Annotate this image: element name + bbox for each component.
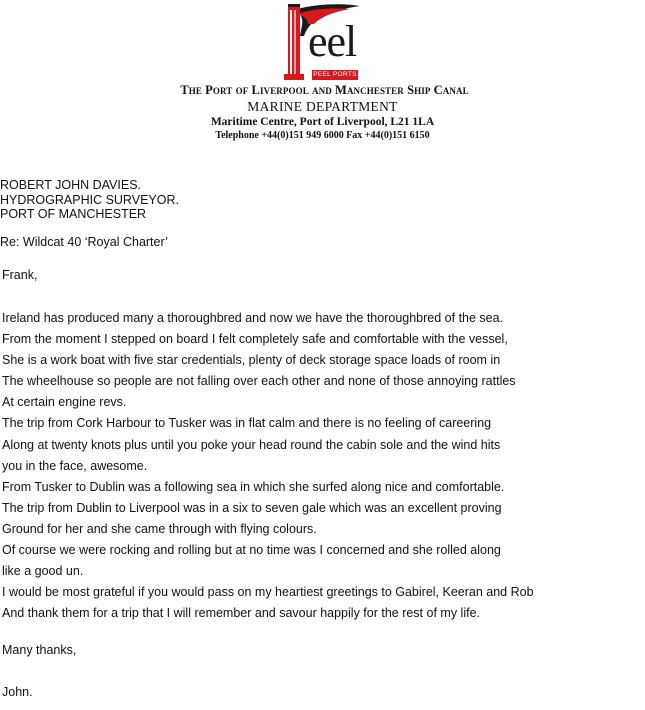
logo-wordmark: eel [308, 17, 357, 66]
body-line: I would be most grateful if you would pass on my heartiest greetings to Gabirel, Keeran and Rob [2, 585, 534, 600]
body-line: like a good un. [2, 564, 84, 579]
body-line: The trip from Dublin to Liverpool was in a six to seven gale which was an excellent proving [2, 500, 502, 515]
body-line: At certain engine revs. [2, 395, 127, 410]
body-line: Along at twenty knots plus until you poke your head round the cabin sole and the wind hits [2, 437, 501, 452]
recipient-name: ROBERT JOHN DAVIES. [0, 178, 142, 192]
body-line: From Tusker to Dublin was a following sea in which she surfed along nice and comfortable. [2, 479, 505, 494]
recipient-block [0, 178, 179, 222]
salutation: Frank, [2, 268, 38, 282]
peel-ports-logo [280, 2, 362, 82]
body-line: you in the face, awesome. [2, 458, 148, 473]
letterhead-telephone: Telephone +44(0)151 949 6000 Fax +44(0)151 6150 [215, 130, 430, 141]
body-line: And thank them for a trip that I will remember and savour happily for the rest of my life. [2, 606, 480, 621]
letterhead-department: MARINE DEPARTMENT [247, 99, 398, 114]
body-line: She is a work boat with five star credentials, plenty of deck storage space loads of room in [2, 353, 501, 368]
body-line: The trip from Cork Harbour to Tusker was in flat calm and there is no feeling of careering [2, 416, 492, 431]
letterhead-port-name: The Port of Liverpool and Manchester Ship Canal [180, 83, 469, 97]
closing: Many thanks, [2, 643, 77, 657]
signature: John. [2, 685, 33, 699]
body-line: From the moment I stepped on board I felt completely safe and comfortable with the vessel, [2, 332, 508, 347]
body-line: Ireland has produced many a thoroughbred and now we have the thoroughbred of the sea. [2, 311, 504, 325]
recipient-title: HYDROGRAPHIC SURVEYOR. [0, 192, 179, 207]
recipient-org: PORT OF MANCHESTER [0, 207, 147, 221]
body-line: Ground for her and she came through with flying colours. [2, 521, 317, 536]
body-line: Of course we were rocking and rolling but at no time was I concerned and she rolled along [2, 543, 501, 558]
letterhead-address: Maritime Centre, Port of Liverpool, L21 1LA [210, 116, 435, 128]
letter-body [2, 311, 534, 627]
body-line: The wheelhouse so people are not falling over each other and none of those annoying rattles [2, 374, 516, 389]
logo-bar-label: PEEL PORTS [313, 71, 357, 78]
subject-line: Re: Wildcat 40 ‘Royal Charter’ [0, 235, 168, 249]
